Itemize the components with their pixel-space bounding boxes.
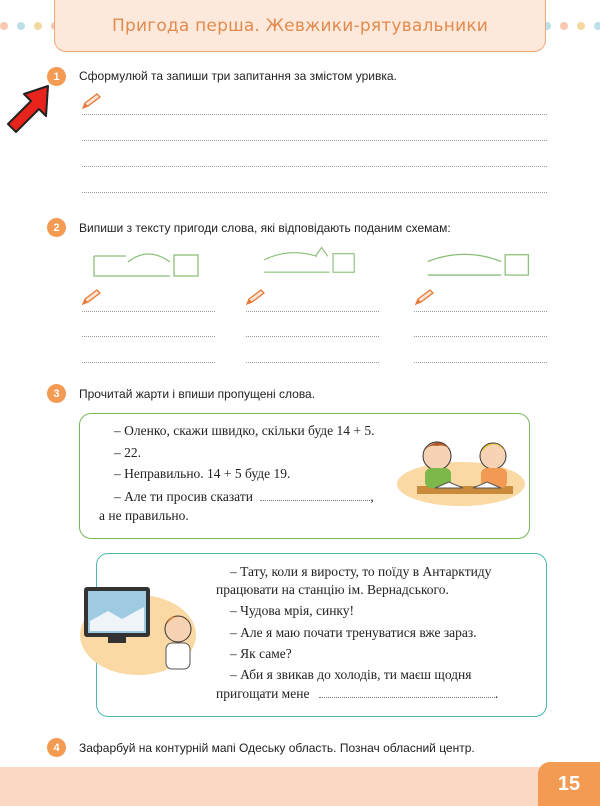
answer-line[interactable]	[82, 166, 547, 167]
page-footer	[0, 767, 600, 806]
task-number-4: 4	[47, 738, 66, 757]
task-3-text: Прочитай жарти і впиши пропущені слова.	[79, 387, 316, 401]
joke-2-line: працювати на станцію ім. Вернадського.	[216, 582, 449, 597]
decor-dots-right	[543, 22, 600, 32]
joke-1-line-text: – Але ти просив сказати	[114, 489, 253, 504]
joke-1-line: – Неправильно. 14 + 5 буде 19.	[114, 466, 291, 481]
word-scheme-1	[92, 248, 202, 278]
answer-line[interactable]	[82, 114, 547, 115]
joke-2-line: – Аби я звикав до холодів, ти маєш щодня	[230, 667, 472, 682]
task-2-text: Випиши з тексту пригоди слова, які відповідають поданим схемам:	[79, 221, 451, 235]
answer-line[interactable]	[414, 362, 547, 363]
pencil-icon	[80, 288, 102, 306]
answer-line[interactable]	[82, 140, 547, 141]
page-title: Пригода перша. Жевжики-рятувальники	[111, 15, 489, 36]
joke-2-line: – Тату, коли я виросту, то поїду в Антарктиду	[230, 564, 492, 579]
answer-line[interactable]	[246, 311, 379, 312]
answer-line[interactable]	[414, 336, 547, 337]
task-4-text: Зафарбуй на контурній мапі Одеську область. Познач обласний центр.	[79, 741, 475, 755]
answer-line[interactable]	[414, 311, 547, 312]
joke-2-line: пригощати мене .	[216, 686, 499, 701]
joke-1-line: – Але ти просив сказати ,	[114, 489, 374, 504]
red-arrow-icon	[4, 82, 54, 134]
task-number-3: 3	[47, 384, 66, 403]
joke-2-line: – Чудова мрія, синку!	[230, 603, 355, 618]
pencil-icon	[413, 288, 435, 306]
boy-tv-illustration	[78, 585, 208, 677]
word-scheme-2	[256, 244, 366, 274]
fill-in-blank[interactable]	[260, 500, 370, 501]
fill-in-blank[interactable]	[319, 697, 495, 698]
task-number-1: 1	[47, 67, 66, 86]
joke-2-line: – Але я маю почати тренуватися вже зараз.	[230, 625, 477, 640]
task-number-2: 2	[47, 218, 66, 237]
joke-2-line-text: пригощати мене	[216, 686, 310, 701]
answer-line[interactable]	[246, 336, 379, 337]
joke-1-line: а не правильно.	[99, 508, 189, 523]
word-scheme-3	[424, 247, 534, 277]
answer-line[interactable]	[82, 192, 547, 193]
joke-1-line: – 22.	[114, 445, 141, 460]
answer-line[interactable]	[82, 311, 215, 312]
page-number: 15	[538, 762, 600, 806]
joke-1-line: – Оленко, скажи швидко, скільки буде 14 + 5.	[114, 423, 375, 438]
pencil-icon	[80, 92, 102, 110]
task-1-text: Сформулюй та запиши три запитання за змістом уривка.	[79, 69, 397, 83]
answer-line[interactable]	[82, 336, 215, 337]
answer-line[interactable]	[246, 362, 379, 363]
pencil-icon	[244, 288, 266, 306]
answer-line[interactable]	[82, 362, 215, 363]
joke-2-line: – Як саме?	[230, 646, 292, 661]
page-header	[54, 0, 546, 52]
kids-reading-illustration	[395, 428, 527, 508]
